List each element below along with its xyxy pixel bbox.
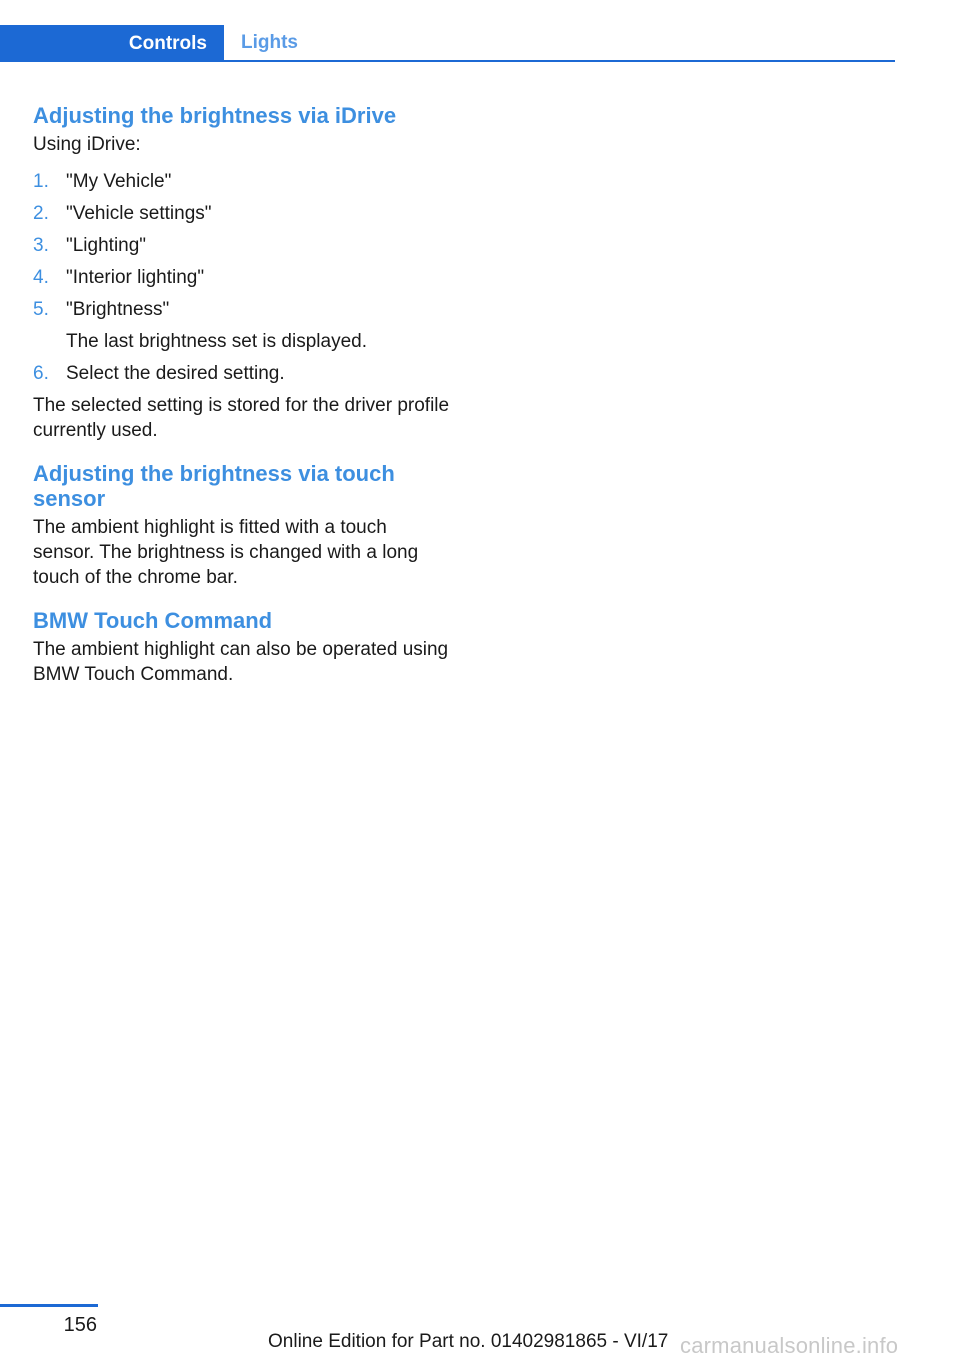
page-number: 156 (63, 1314, 97, 1336)
watermark: carmanualsonline.info (680, 1333, 899, 1358)
step-text: Select the desired setting. (66, 363, 285, 384)
step-item (33, 265, 453, 290)
step-item (33, 361, 453, 386)
tab-lights[interactable]: Lights (241, 31, 298, 53)
step-item (33, 233, 453, 258)
step-number: 5. (33, 299, 49, 320)
step-text: "Interior lighting" (66, 267, 205, 288)
idrive-steps (33, 169, 453, 386)
step-text: "Lighting" (66, 235, 147, 256)
idrive-intro: Using iDrive: (33, 134, 141, 155)
step-item (33, 201, 453, 226)
step-number: 2. (33, 203, 49, 224)
page-content (33, 103, 453, 687)
step-content (66, 297, 453, 354)
step-number: 6. (33, 363, 49, 384)
heading-touch-command: BMW Touch Command (33, 608, 273, 633)
idrive-outro: The selected setting is stored for the driver profile currently used. (33, 395, 450, 441)
step-text: "My Vehicle" (66, 171, 172, 192)
section-tabs (0, 25, 895, 62)
step-number: 3. (33, 235, 49, 256)
step-text: "Brightness" (66, 299, 170, 320)
touch-command-body: The ambient highlight can also be operated using BMW Touch Command. (33, 639, 449, 685)
tab-controls[interactable]: Controls (0, 25, 224, 62)
step-number: 4. (33, 267, 49, 288)
step-item (33, 169, 453, 194)
edition-info: Online Edition for Part no. 01402981865 - VI/17 (268, 1331, 669, 1352)
touch-sensor-body: The ambient highlight is fitted with a touch sensor. The brightness is changed with a long touch of the chrome bar. (33, 517, 419, 588)
step-note: The last brightness set is displayed. (66, 331, 367, 352)
footer-rule (0, 1304, 98, 1307)
heading-touch-sensor: Adjusting the brightness via touch sensor (33, 461, 395, 511)
step-item (33, 297, 453, 354)
heading-idrive: Adjusting the brightness via iDrive (33, 103, 397, 128)
step-text: "Vehicle settings" (66, 203, 212, 224)
step-number: 1. (33, 171, 49, 192)
